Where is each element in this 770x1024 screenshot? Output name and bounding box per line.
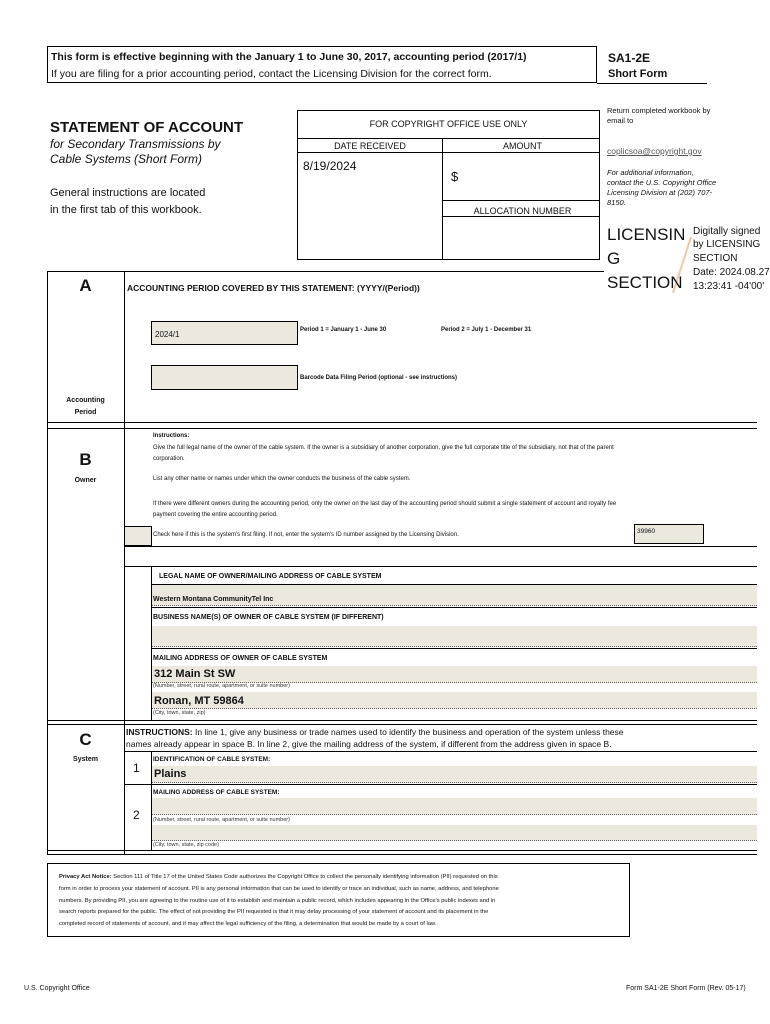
privacy-line-5: completed record of statements of account, and it may affect the legal sufficiency of the filing, a determination that would be made by a court of law. — [59, 921, 437, 927]
section-a-letter: A — [79, 276, 92, 295]
barcode-period-input[interactable] — [151, 365, 298, 390]
owner-city-input[interactable] — [152, 692, 757, 709]
privacy-line-2: form in order to process your statement of account. PII is any personal information that can be used to identify or trace an individual, such as name, address, and telephone — [59, 886, 499, 892]
signer-name-3: SECTION — [607, 273, 683, 292]
section-b-instruction-3: If there were different owners during the accounting period, only the owner on the last day of the accounting period should submit a single statement of account and royalty fee payment covering the entire accounting period. — [153, 501, 617, 518]
legal-name-value: Western Montana CommunityTel Inc — [153, 596, 274, 603]
amount-value: $ — [451, 169, 459, 184]
general-instructions-2: in the first tab of this workbook. — [50, 204, 202, 216]
owner-city-value: Ronan, MT 59864 — [154, 695, 244, 707]
section-c-instructions-2: names already appear in space B. In line 2, give the mailing address of the system, if different from the address given in space B. — [126, 739, 612, 749]
legal-name-label: LEGAL NAME OF OWNER/MAILING ADDRESS OF CABLE SYSTEM — [159, 573, 382, 580]
header-rule — [597, 83, 707, 84]
system-side-label: System — [73, 756, 98, 763]
section-c-letter: C — [79, 730, 92, 749]
contact-info: For additional information, contact the U.S. Copyright Office Licensing Division at (202) 707-8150. — [607, 168, 717, 207]
privacy-notice-title: Privacy Act Notice: — [59, 874, 112, 880]
footer-right: Form SA1-2E Short Form (Rev. 05-17) — [626, 985, 746, 992]
section-a-heading: ACCOUNTING PERIOD COVERED BY THIS STATEMENT: (YYYY/(Period)) — [127, 283, 420, 293]
section-b-instruction-1: Give the full legal name of the owner of the cable system. If the owner is a subsidiary of another corporation, give the full corporate title of the subsidiary, not that of the parent corporation. — [153, 445, 614, 462]
effective-notice-box — [47, 46, 597, 83]
effective-notice-line1: This form is effective beginning with the January 1 to June 30, 2017, accounting period (2017/1) — [51, 51, 527, 63]
legal-name-input[interactable] — [152, 585, 757, 606]
privacy-line-1 — [59, 874, 498, 880]
business-name-label: BUSINESS NAME(S) OF OWNER OF CABLE SYSTEM (IF DIFFERENT) — [153, 614, 384, 621]
system-id-label: IDENTIFICATION OF CABLE SYSTEM: — [153, 756, 271, 763]
date-received-label: DATE RECEIVED — [334, 141, 406, 151]
footer-left: U.S. Copyright Office — [24, 985, 90, 992]
system-city-hint: (City, town, state, zip code) — [153, 842, 219, 848]
first-filing-label: Check here if this is the system's first filing. If not, enter the system's ID number assigned by the Licensing Division. — [153, 532, 459, 538]
accounting-period-value: 2024/1 — [155, 330, 180, 339]
form-code: SA1-2E — [608, 51, 651, 65]
line-2-number: 2 — [133, 808, 140, 822]
privacy-line-3: numbers. By providing PII, you are agreeing to the routine use of it to establish and maintain a public record, which includes appearing in the Office's public indexes and in — [59, 898, 496, 904]
system-id-value: 39960 — [637, 528, 656, 535]
section-b-letter: B — [79, 450, 92, 469]
office-use-heading: FOR COPYRIGHT OFFICE USE ONLY — [369, 119, 528, 129]
system-mailing-label: MAILING ADDRESS OF CABLE SYSTEM: — [153, 789, 280, 796]
effective-notice-line2: If you are filing for a prior accounting period, contact the Licensing Division for the correct form. — [51, 68, 492, 80]
line-1-number: 1 — [133, 761, 140, 775]
signed-text-1: Digitally signed — [693, 226, 761, 237]
section-c-instructions-bold: INSTRUCTIONS: — [126, 727, 193, 737]
owner-side-label: Owner — [74, 477, 97, 484]
system-street-hint: (Number, street, rural route, apartment, or suite number) — [153, 817, 290, 823]
amount-label: AMOUNT — [503, 141, 542, 151]
owner-street-input[interactable] — [152, 666, 757, 683]
owner-street-value: 312 Main St SW — [154, 668, 236, 680]
barcode-period-label: Barcode Data Filing Period (optional - see instructions) — [300, 375, 458, 381]
period-2-hint: Period 2 = July 1 - December 31 — [441, 327, 532, 333]
signer-name-1: LICENSIN — [607, 225, 686, 244]
signed-date-1: Date: 2024.08.27 — [693, 267, 770, 278]
section-b-instructions-title: Instructions: — [153, 433, 190, 439]
period-1-hint: Period 1 = January 1 - June 30 — [300, 327, 387, 333]
owner-street-hint: (Number, street, rural route, apartment, or suite number) — [153, 683, 290, 689]
date-received-value: 8/19/2024 — [303, 159, 357, 173]
period-side-label: Period — [74, 409, 97, 416]
owner-city-hint: (City, town, state, zip) — [153, 710, 206, 716]
page-subtitle-1: for Secondary Transmissions by — [50, 137, 221, 151]
system-id-input[interactable] — [634, 524, 704, 544]
email-link[interactable]: coplicsoa@copyright.gov — [607, 146, 702, 156]
return-instructions: Return completed workbook by email to — [607, 106, 711, 125]
page-title: STATEMENT OF ACCOUNT — [50, 119, 244, 136]
signer-name-2: G — [607, 249, 621, 268]
section-c-instructions-text: In line 1, give any business or trade names used to identify the business and operation of the system unless these — [192, 727, 624, 737]
general-instructions-1: General instructions are located — [50, 187, 206, 199]
signature-stamp — [607, 225, 770, 295]
signed-text-3: SECTION — [693, 253, 738, 264]
signed-date-2: 13:23:41 -04'00' — [693, 281, 765, 292]
business-name-input[interactable] — [152, 626, 757, 647]
page-subtitle-2: Cable Systems (Short Form) — [50, 152, 203, 166]
section-c-instructions-1 — [126, 727, 624, 737]
privacy-line-1-text: Section 111 of Title 17 of the United States Code authorizes the Copyright Office to collect the personally identifying information (PII) requested on this — [111, 874, 498, 880]
privacy-notice-box — [47, 863, 630, 937]
privacy-line-4: search reports prepared for the public. The effect of not providing the PII requested is that it may delay processing of your statement of account and its placement in the — [59, 909, 489, 915]
system-name-input[interactable] — [152, 766, 757, 783]
first-filing-checkbox[interactable] — [124, 526, 152, 546]
owner-mailing-label: MAILING ADDRESS OF OWNER OF CABLE SYSTEM — [153, 655, 328, 662]
allocation-number-label: ALLOCATION NUMBER — [473, 206, 572, 216]
system-street-input[interactable] — [152, 798, 757, 815]
office-use-box — [297, 110, 600, 260]
system-city-input[interactable] — [152, 825, 757, 841]
form-name: Short Form — [608, 68, 668, 80]
accounting-period-input[interactable] — [151, 321, 298, 345]
accounting-side-label: Accounting — [66, 397, 105, 404]
section-b-instruction-2: List any other name or names under which the owner conducts the business of the cable system. — [153, 476, 411, 482]
signed-text-2: by LICENSING — [693, 239, 761, 250]
system-name-value: Plains — [154, 768, 187, 780]
